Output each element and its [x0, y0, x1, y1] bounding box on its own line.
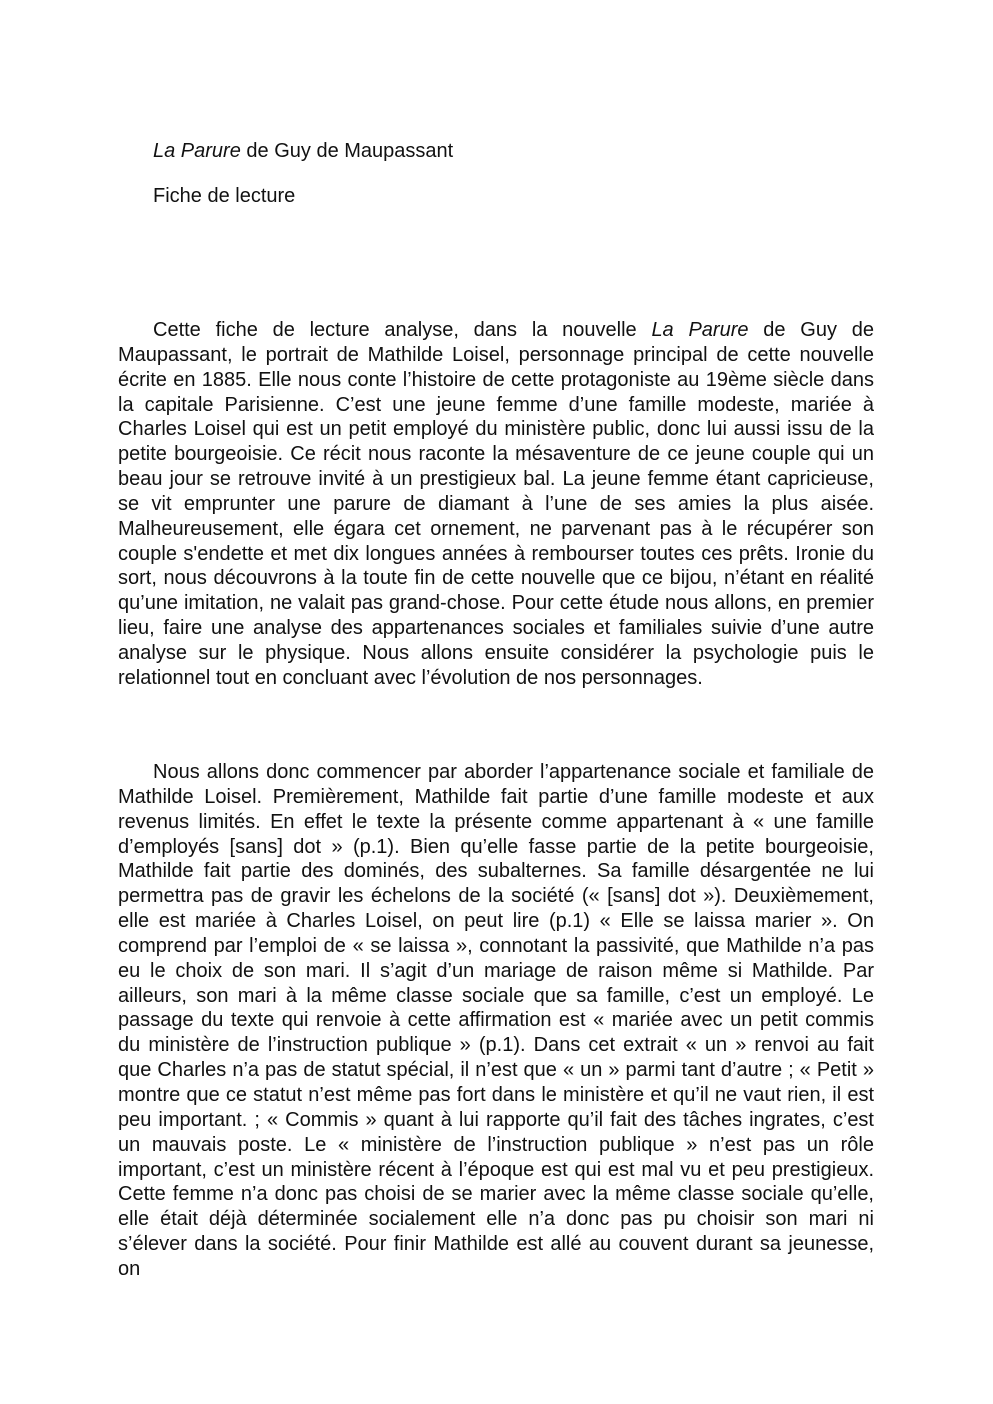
work-title: La Parure [153, 140, 241, 162]
intro-text-a: Cette fiche de lecture analyse, dans la nouvelle [153, 319, 652, 341]
intro-work-title: La Parure [651, 319, 749, 341]
document-subtitle: Fiche de lecture [153, 185, 296, 207]
title-author: de Guy de Maupassant [240, 140, 454, 162]
intro-paragraph [118, 318, 874, 691]
analysis-paragraph: Nous allons donc commencer par aborder l’appartenance sociale et familiale de Mathilde Loisel. Premièrement, Mathilde fait partie d’une famille modeste et aux revenus limités. En effet le texte la présente comme appartenant à « une famille d’employés [sans] dot » (p.1). Bien qu’elle fasse partie de la petite bourgeoisie, Mathilde fait partie des dominés, des subalternes. Sa famille désargentée ne lui permettra pas de gravir les échelons de la société (« [sans] dot »). Deuxièmement, elle est mariée à Charles Loisel, on peut lire (p.1) « Elle se laissa marier ». On comprend par l’emploi de « se laissa », connotant la passivité, que Mathilde n’a pas eu le choix de son mari. Il s’agit d’un mariage de raison même si Mathilde. Par ailleurs, son mari à la même classe sociale que sa famille, c’est un employé. Le passage du texte qui renvoie à cette affirmation est « mariée avec un petit commis du ministère de l’instruction publique » (p.1). Dans cet extrait « un » renvoi au fait que Charles n’a pas de statut spécial, il n’est que « un » parmi tant d’autre ; « Petit » montre que ce statut n’est même pas fort dans le ministère et qu’il ne vaut rien, il est peu important. ; « Commis » quant à lui rapporte qu’il fait des tâches ingrates, c’est un mauvais poste. Le « ministère de l’instruction publique » n’est pas un rôle important, c’est un ministère récent à l’époque est qui est mal vu et peu prestigieux. Cette femme n’a donc pas choisi de se marier avec la même classe sociale qu’elle, elle était déjà déterminée socialement elle n’a donc pas pu choisir son mari ni s’élever dans la société. Pour finir Mathilde est allé au couvent durant sa jeunesse, on [118, 761, 874, 1280]
document-title [153, 139, 453, 163]
intro-text-b: de Guy de Maupassant, le portrait de Mathilde Loisel, personnage principal de cette nouvelle écrite en 1885. Elle nous conte l’histoire de cette protagoniste au 19ème siècle dans la capitale Parisienne. C’est une jeune femme d’une famille modeste, mariée à Charles Loisel qui est un petit employé du ministère public, donc lui aussi issu de la petite bourgeoisie. Ce récit nous raconte la mésaventure de ce jeune couple qui un beau jour se retrouve invité à un prestigieux bal. La jeune femme étant capricieuse, se vit emprunter une parure de diamant à l’une de ses amies la plus aisée. Malheureusement, elle égara cet ornement, ne parvenant pas à le récupérer son couple s'endette et met dix longues années à rembourser toutes ces prêts. Ironie du sort, nous découvrons à la toute fin de cette nouvelle que ce bijou, n’étant en réalité qu’une imitation, ne valait pas grand-chose. Pour cette étude nous allons, en premier lieu, faire une analyse des appartenances sociales et familiales suivie d’une autre analyse sur le physique. Nous allons ensuite considérer la psychologie puis le relationnel tout en concluant avec l’évolution de nos personnages. [118, 319, 874, 689]
